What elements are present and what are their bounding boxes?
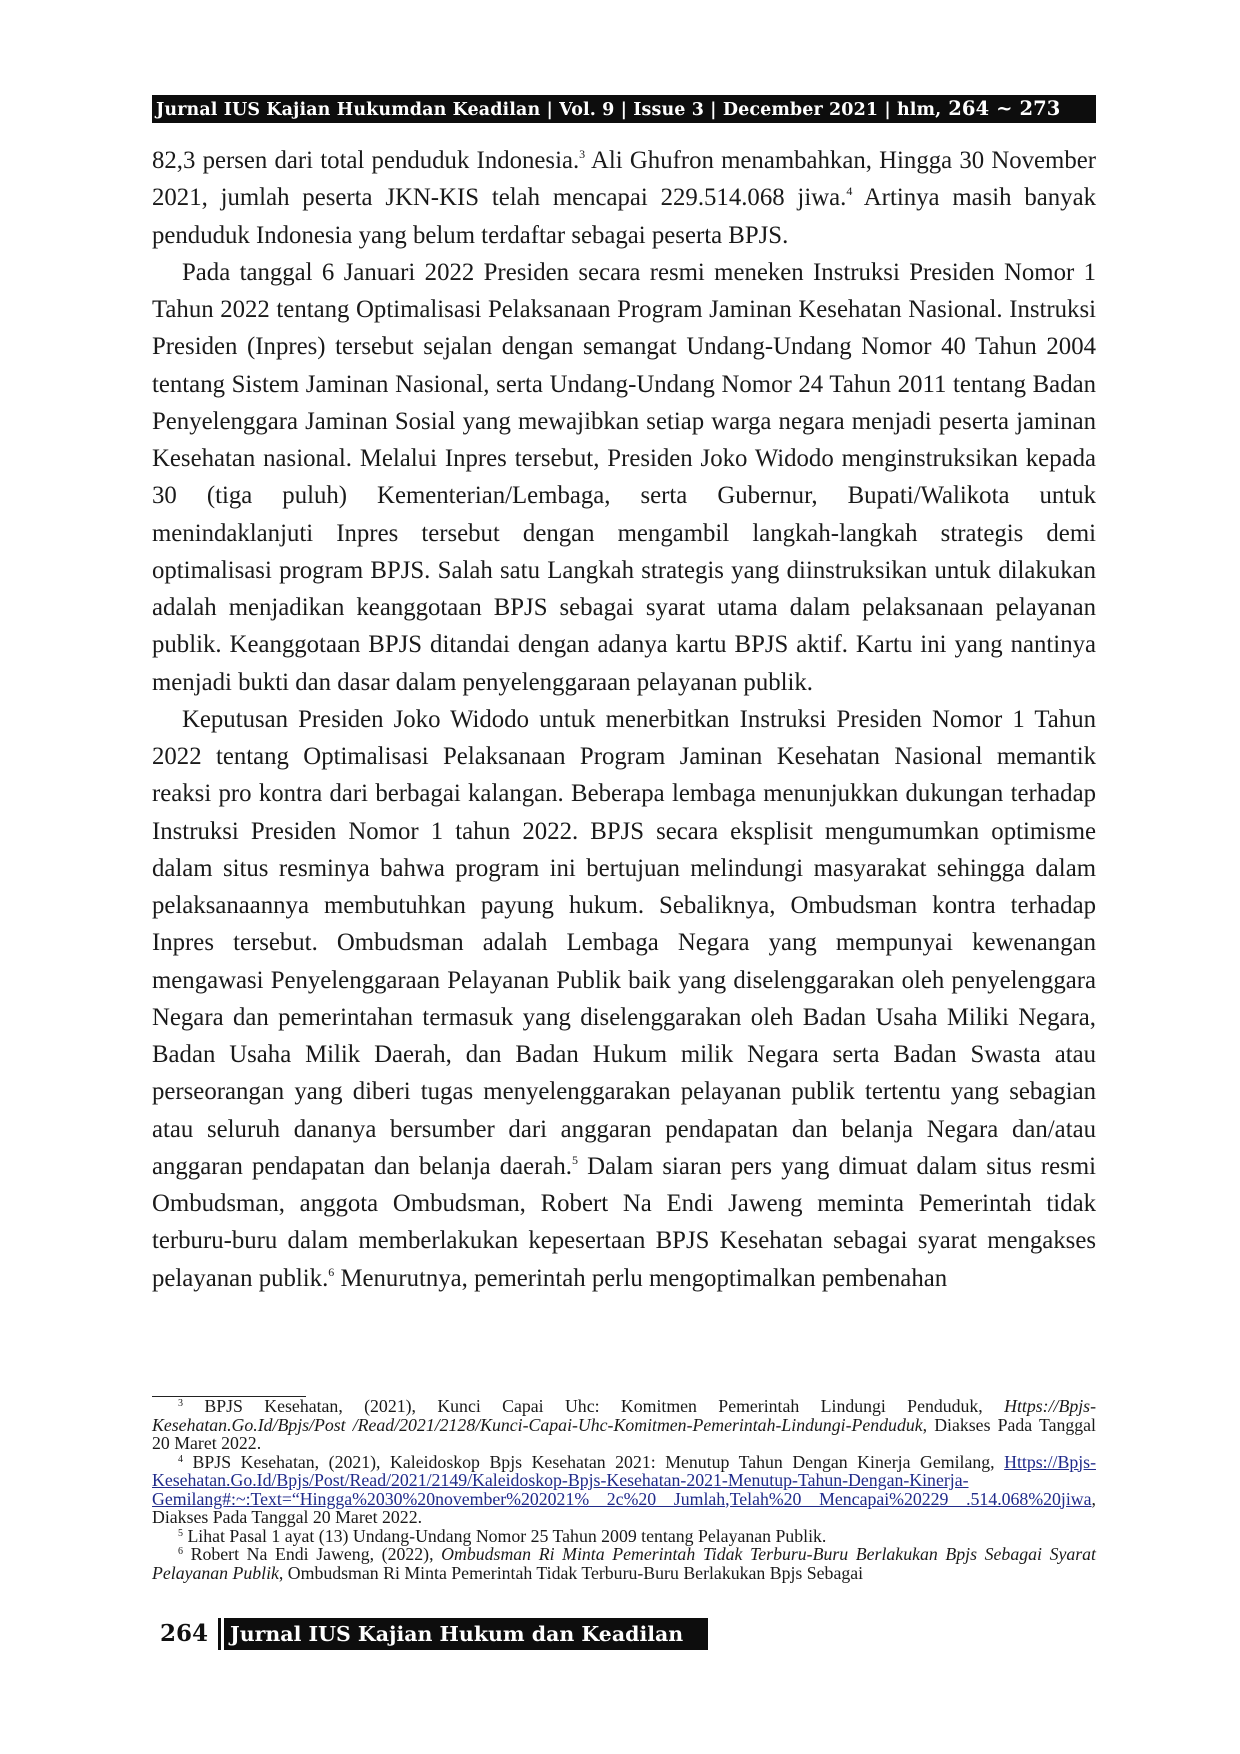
footnote-6-rest: , Ombudsman Ri Minta Pemerintah Tidak Terburu-Buru Berlakukan Bpjs Sebagai [278, 1562, 864, 1583]
footnotes [152, 1397, 1096, 1582]
page-footer [152, 1618, 708, 1650]
footnote-5-number: 5 [178, 1527, 183, 1539]
page-range: 264 ~ 273 [941, 97, 1061, 120]
footnote-6 [152, 1545, 1096, 1582]
footnote-4-accessed: , Diakses Pada Tanggal 20 Maret 2022. [152, 1488, 1096, 1527]
paragraph-1-text-c: Artinya masih banyak penduduk Indonesia yang belum terdaftar sebagai peserta BPJS. [152, 184, 1096, 249]
footnote-ref-4[interactable]: 4 [846, 184, 853, 199]
footnote-5 [152, 1527, 1096, 1546]
paragraph-1-text-b: Ali Ghufron menambahkan, Hingga 30 November 2021, jumlah peserta JKN-KIS telah mencapai 229.514.068 jiwa. [152, 147, 1096, 212]
footnote-ref-3[interactable]: 3 [579, 147, 586, 161]
paragraph-3-text-b: Dalam siaran pers yang dimuat dalam situs resmi Ombudsman, anggota Ombudsman, Robert Na Endi Jaweng meminta Pemerintah tidak terburu-buru dalam memberlakukan kepesertaan BPJS Kesehatan sebagai syarat mengakses pelayanan publik. [152, 1152, 1096, 1292]
footnote-3 [152, 1397, 1096, 1453]
article-body [152, 142, 1096, 1297]
footnote-ref-6[interactable]: 6 [328, 1264, 335, 1279]
paragraph-3 [152, 701, 1096, 1297]
footnote-6-title: Ombudsman Ri Minta Pemerintah Tidak Terburu-Buru Berlakukan Bpjs Sebagai Syarat Pelayanan Publik [152, 1544, 1096, 1583]
paragraph-3-text-a: Keputusan Presiden Joko Widodo untuk menerbitkan Instruksi Presiden Nomor 1 Tahun 2022 tentang Optimalisasi Pelaksanaan Program Jaminan Kesehatan Nasional memantik reaksi pro kontra dari berbagai kalangan. Beberapa lembaga menunjukkan dukungan terhadap Instruksi Presiden Nomor 1 tahun 2022. BPJS secara eksplisit mengumumkan optimisme dalam situs resminya bahwa program ini bertujuan melindungi masyarakat sehingga dalam pelaksanaannya membutuhkan payung hukum. Sebaliknya, Ombudsman kontra terhadap Inpres tersebut. Ombudsman adalah Lembaga Negara yang mempunyai kewenangan mengawasi Penyelenggaraan Pelayanan Publik baik yang diselenggarakan oleh penyelenggara Negara dan pemerintahan termasuk yang diselenggarakan oleh Badan Usaha Miliki Negara, Badan Usaha Milik Daerah, dan Badan Hukum milik Negara serta Badan Swasta atau perseorangan yang diberi tugas menyelenggarakan pelayanan publik tertentu yang sebagian atau seluruh dananya bersumber dari anggaran pendapatan dan belanja Negara dan/atau anggaran pendapatan dan belanja daerah. [152, 705, 1096, 1180]
paragraph-2: Pada tanggal 6 Januari 2022 Presiden secara resmi meneken Instruksi Presiden Nomor 1 Tahun 2022 tentang Optimalisasi Pelaksanaan Program Jaminan Kesehatan Nasional. Instruksi Presiden (Inpres) tersebut sejalan dengan semangat Undang-Undang Nomor 40 Tahun 2004 tentang Sistem Jaminan Nasional, serta Undang-Undang Nomor 24 Tahun 2011 tentang Badan Penyelenggara Jaminan Sosial yang mewajibkan setiap warga negara menjadi peserta jaminan Kesehatan nasional. Melalui Inpres tersebut, Presiden Joko Widodo menginstruksikan kepada 30 (tiga puluh) Kementerian/Lembaga, serta Gubernur, Bupati/Walikota untuk menindaklanjuti Inpres tersebut dengan mengambil langkah-langkah strategis demi optimalisasi program BPJS. Salah satu Langkah strategis yang diinstruksikan untuk dilakukan adalah menjadikan keanggotaan BPJS sebagai syarat utama dalam pelaksanaan pelayanan publik. Keanggotaan BPJS ditandai dengan adanya kartu BPJS aktif. Kartu ini yang nantinya menjadi bukti dan dasar dalam penyelenggaraan pelayanan publik. [152, 258, 1096, 696]
footnote-3-number: 3 [178, 1398, 183, 1409]
footnote-4 [152, 1453, 1096, 1527]
footnote-5-text: Lihat Pasal 1 ayat (13) Undang-Undang Nomor 25 Tahun 2009 tentang Pelayanan Publik. [183, 1525, 827, 1546]
page-number: 264 [152, 1618, 216, 1650]
footnote-3-text: BPJS Kesehatan, (2021), Kunci Capai Uhc: Komitmen Pemerintah Lindungi Penduduk, [183, 1396, 1005, 1416]
paragraph-1 [152, 142, 1096, 254]
running-head-text: Jurnal IUS Kajian Hukumdan Keadilan | Vol. 9 | Issue 3 | December 2021 | hlm, [156, 100, 942, 120]
footnote-3-url: Https://Bpjs-Kesehatan.Go.Id/Bpjs/Post /Read/2021/2128/Kunci-Capai-Uhc-Komitmen-Pemerintah-Lindungi-Penduduk [152, 1396, 1096, 1435]
footnote-6-text: Robert Na Endi Jaweng, (2022), [183, 1544, 442, 1564]
footnote-6-number: 6 [178, 1546, 183, 1557]
paragraph-3-text-c: Menurutnya, pemerintah perlu mengoptimalkan pembenahan [334, 1264, 948, 1292]
footnote-4-link[interactable]: Https://Bpjs-Kesehatan.Go.Id/Bpjs/Post/Read/2021/2149/Kaleidoskop-Bpjs-Kesehatan-2021-Menutup-Tahun-Dengan-Kinerja-Gemilang#:~:Text=“Hingga%2030%20november%202021% 2c%20 Jumlah,Telah%20 Mencapai%20229 .514.068%20jiwa [152, 1451, 1096, 1509]
paragraph-1-text-a: 82,3 persen dari total penduduk Indonesia. [152, 147, 580, 174]
footnote-ref-5[interactable]: 5 [572, 1152, 579, 1167]
footnote-3-accessed: , Diakses Pada Tanggal 20 Maret 2022. [152, 1414, 1096, 1453]
footnote-4-text: BPJS Kesehatan, (2021), Kaleidoskop Bpjs Kesehatan 2021: Menutup Tahun Dengan Kinerja Gemilang, [183, 1451, 1005, 1472]
running-header [152, 95, 1096, 123]
footer-journal-name: Jurnal IUS Kajian Hukum dan Keadilan [224, 1618, 708, 1650]
footnote-4-number: 4 [178, 1453, 183, 1465]
footer-divider [218, 1618, 221, 1650]
